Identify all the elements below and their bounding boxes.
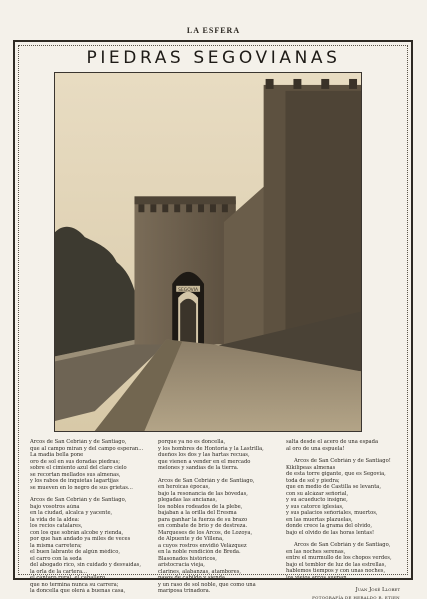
poem-line: que en medio de Castilla se levanta,	[286, 484, 382, 490]
poem-line: aristocracia vieja,	[158, 562, 205, 568]
poem-line: la misma carretera;	[30, 542, 82, 549]
poem-line: el buen labrante de algún médico,	[30, 549, 120, 555]
poem-line: y los rabos de inquietas lagartijas	[30, 478, 119, 484]
poem-line: el carro con la seda	[30, 555, 82, 562]
poem-line: Marqueses de los Arcos, de Lozoya,	[158, 529, 253, 536]
poem-line: la doncella que olerá a buenas casa,	[30, 588, 126, 594]
poem-line: dueños los dos y las hartas recuas,	[158, 452, 250, 458]
gate-sign: SEGOVIA	[178, 287, 199, 293]
poem-line: y sus catorce iglesias,	[286, 503, 344, 510]
poem-line: salta desde el acero de una espada	[286, 439, 379, 445]
poem-line: y un raso de sol noble, que como una	[158, 581, 256, 588]
poem-line: oro de sol en sus doradas piedras;	[30, 458, 120, 465]
poem-line: bajo el olvido de las horas lentas!	[286, 529, 375, 536]
poem-line: con los que sobrán alcobe y rienda,	[30, 529, 124, 536]
poem-line: del abogado rico, sin cuidado y desvaídas,	[30, 562, 141, 568]
poem-line: mariposa trinadora.	[158, 588, 211, 594]
poem-line: los recios catalares,	[30, 523, 83, 529]
poem-line: la vida de la aldea:	[30, 516, 80, 523]
photo-credit: FOTOGRAFÍA DE HERALDO R. ETIEN	[312, 594, 400, 599]
poem-line: Arcos de San Cebrián y de Santiago,	[30, 439, 127, 445]
poem-line: bajo el temblor de luz de las estrellas,	[286, 561, 387, 568]
poem-line: que vienen a vender en el mercado	[158, 458, 251, 465]
poem-line: en la ciudad, alcalca y yacente,	[30, 510, 113, 516]
poem-line: entre el murmullo de los chopos verdes,	[286, 555, 392, 561]
poem-line: al oro de una espuela!	[286, 445, 345, 452]
stanza	[30, 439, 144, 491]
stanza	[286, 542, 400, 581]
poem-line: que no termina nunca su carrera;	[30, 581, 119, 588]
masthead: LA ESFERA	[186, 26, 241, 35]
poem-line: en las muertas plazuelas,	[286, 516, 353, 523]
poem-line: La madia bella pone	[30, 452, 84, 458]
poem-line: pasos de cabildo y sienda,	[158, 575, 227, 581]
poem-line: bajaban a la orilla del Eresma	[158, 510, 237, 516]
poem-line: de Alpuente y de Villena,	[158, 536, 224, 542]
poem-line: hablemos tiempos y con unas noches,	[286, 568, 386, 574]
poem-line: clarines, alabanzas, atambores,	[158, 568, 242, 575]
stanza	[158, 478, 272, 595]
poem-line: Arcos de San Cebrián y de Santiago,	[294, 542, 391, 548]
poem-line: Arcos de San Cebrián y de Santiago,	[30, 497, 127, 503]
poem-column-3	[286, 439, 400, 599]
poem-line: con su alcázar señorial,	[286, 490, 349, 497]
poem-line: y su acueducto insigne,	[286, 497, 348, 503]
stanza	[286, 458, 400, 536]
poem-line: los nobles rodeados de la plebe,	[158, 503, 243, 510]
poem-line: en combate de brío y de destreza.	[158, 523, 248, 529]
poem-line: Kikilípeas almenas	[286, 464, 336, 471]
poem-line: que al campo miran y del campo esperan...	[30, 445, 144, 452]
poem-line: sobre el cimiento azul del claro cielo	[30, 465, 127, 471]
poem-line: Arcos de San Cebrián y de Santiago!	[294, 458, 391, 464]
poem-line: plegadas las ancianas,	[158, 497, 218, 503]
poem-column-2	[158, 439, 272, 594]
poem-line: la orla de la cartera...	[30, 568, 87, 575]
poem-line: en las noches serenas,	[286, 548, 346, 555]
poem-line: bajo vosotros aúna	[30, 503, 80, 510]
poem-line: donde crece la grama del olvido,	[286, 523, 373, 529]
poem-line: para ganhar la fuerza de su brazo	[158, 516, 248, 523]
photo-illustration	[55, 73, 361, 431]
poem-line: toda de sol y piedra;	[286, 477, 340, 484]
poem-line: Arcos de San Cebrián y de Santiago,	[158, 477, 255, 484]
poem-line: y sus palacios señoriales, muertos,	[286, 510, 378, 516]
poem-line: se recortan mellados sus almenas,	[30, 471, 121, 478]
poem-line: de esta torre gigante, que es Segovia,	[286, 471, 386, 477]
poem-line: Blasonados históricos,	[158, 555, 217, 562]
poem-line: los viejos arcos suenan...	[286, 574, 352, 581]
poem-line: porque ya no es doncella,	[158, 439, 226, 445]
stanza	[30, 497, 144, 595]
poem-line: en heroicas épocas,	[158, 484, 210, 490]
poem-line: se mueven en lo negro de sus grietas...	[30, 484, 133, 491]
poem-line: en la noble rendición de Breda.	[158, 549, 241, 555]
author-signature: Juan José Llobet	[355, 587, 400, 593]
poem-line: melones y sandías de la tierra.	[158, 465, 239, 471]
poem-line: por que han andado ya miles de veces	[30, 536, 131, 542]
poem-line: a cuyos rostros envidió Velázquez	[158, 542, 247, 549]
gate-photograph	[54, 72, 362, 432]
poem-line: bajo la resonancia de las bóvedas,	[158, 490, 248, 497]
poem-line: y los hombres de Hontoria y la Lastrilla,	[158, 445, 264, 452]
poem-line: el cántaro rural, el caballero	[30, 575, 106, 581]
poem-columns	[30, 439, 400, 599]
stanza	[286, 439, 400, 452]
stanza	[158, 439, 272, 472]
poem-column-1	[30, 439, 144, 594]
page-title: PIEDRAS SEGOVIANAS	[86, 48, 341, 68]
